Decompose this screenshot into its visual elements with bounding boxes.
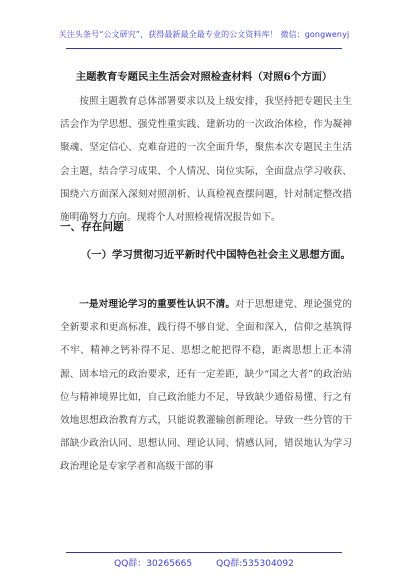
point-body-text: 对于思想建党、理论强党的全新要求和更高标准，践行得不够自觉、全面和深入，信仰之基筑得不牢、精神之钙补得不足、思想之舵把得不稳，距离思想上正本清源、固本培元的政治要求，还有一定差距，缺少“国之大者”的政治站位与精神境界比如，自己政治能力不足，导致缺少通俗易懂、行之有效地思想政治教育方式，只能说教灌输创新理论。导致一些分管的干部缺少政治认同、思想认同、理论认同、情感认同，错误地认为学习政治理论是专家学者和高级干部的事 [60,299,353,473]
point-paragraph [60,293,352,479]
point-paragraph-block [60,293,352,479]
section-heading: 一、存在问题 [60,221,124,233]
intro-paragraph: 按照主题教育总体部署要求以及上级安排，我坚持把专题民主生活会作为学思想、强党性重实践、建新功的一次政治体检，作为凝神聚魂、坚定信心、克难奋进的一次全面升华，聚焦本次专题民主生活会主题，结合学习成果、个人情况、岗位实际，全面盘点学习收获、围绕六方面深入深刻对照剖析、认真检视查摆问题，针对制定整改措施明确努力方向。现将个人对照检视情况报告如下。 [60,96,352,224]
footer-qq-group-1: QQ群：30265665 [114,559,193,569]
footer-qq-group-2: QQ群:535304092 [216,559,294,569]
footer [0,556,408,569]
footer-divider [66,552,342,553]
point-lead-sentence: 一是对理论学习的重要性认识不清。 [79,299,236,310]
header-divider [66,48,342,49]
subsection-heading: （一）学习贯彻习近平新时代中国特色社会主义思想方面。 [80,249,351,261]
intro-paragraph-block [60,90,352,229]
header-banner: 关注头条号“公文研究”，获得最新最全最专业的公文资料库！ 微信：gongwenyj [58,30,350,39]
document-title: 主题教育专题民主生活会对照检查材料（对照6个方面） [75,71,333,83]
